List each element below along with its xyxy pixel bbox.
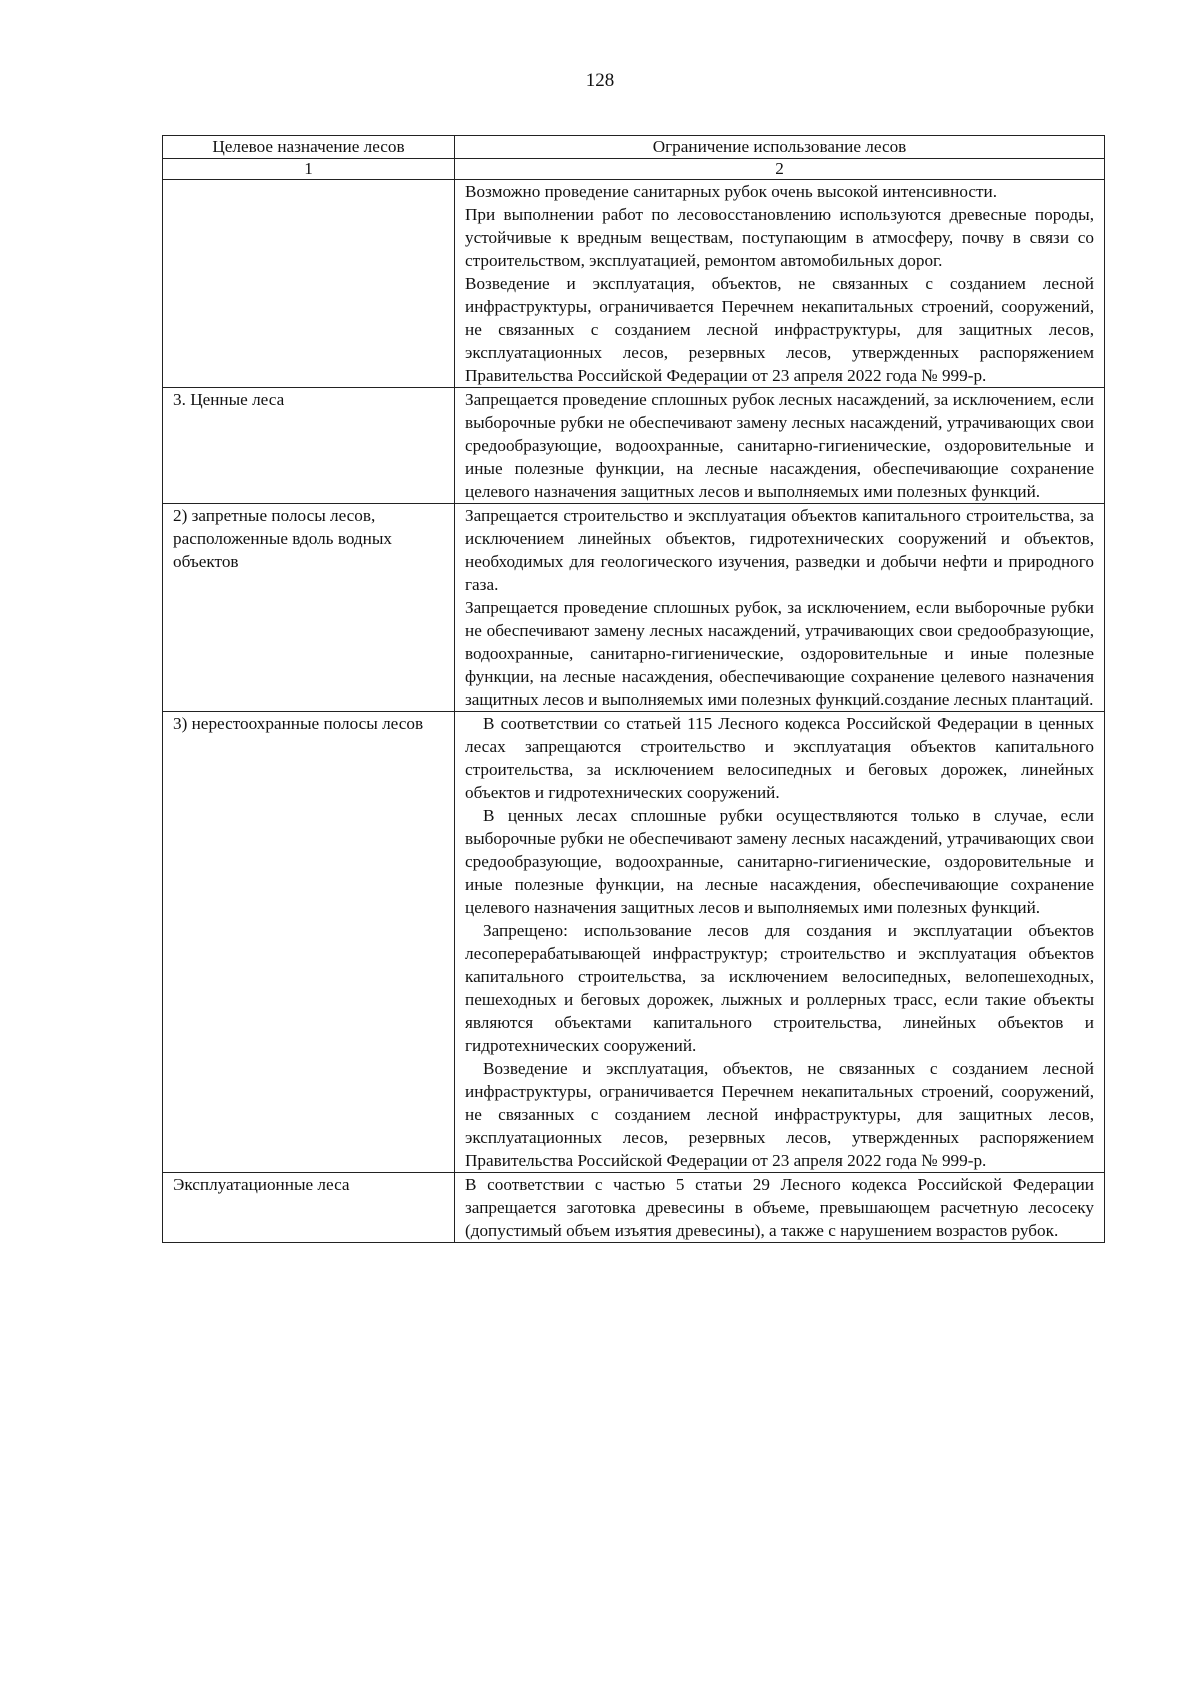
row-restrictions — [455, 180, 1105, 388]
column-number-1: 1 — [163, 159, 455, 180]
table-row — [163, 1173, 1105, 1243]
row-restrictions — [455, 388, 1105, 504]
restriction-paragraph: Возведение и эксплуатация, объектов, не связанных с созданием лесной инфраструктуры, ограничивается Перечнем некапитальных строений, сооружений, не связанных с созданием лесной инфраструктуры, для защитных лесов, эксплуатационных лесов, резервных лесов, утвержденных распоряжением Правительства Российской Федерации от 23 апреля 2022 года № 999-р. — [465, 274, 1094, 385]
row-category: Эксплуатационные леса — [163, 1173, 455, 1243]
row-restrictions — [455, 712, 1105, 1173]
restriction-paragraph: Запрещается проведение сплошных рубок, за исключением, если выборочные рубки не обеспечивают замену лесных насаждений, утрачивающих свои средообразующие, водоохранные, санитарно-гигиенические, оздоровительные и иные полезные функции, на лесные насаждения, обеспечивающие сохранение целевого назначения защитных лесов и выполняемых ими полезных функций.создание лесных плантаций. — [465, 598, 1094, 709]
page-number: 128 — [585, 70, 615, 91]
column-number-2: 2 — [455, 159, 1105, 180]
header-restrictions: Ограничение использование лесов — [455, 136, 1105, 159]
row-restrictions — [455, 504, 1105, 712]
restriction-paragraph: Запрещается строительство и эксплуатация объектов капитального строительства, за исключением линейных объектов, гидротехнических сооружений и объектов, необходимых для геологического изучения, разведки и добычи нефти и природного газа. — [465, 506, 1094, 594]
table-row — [163, 388, 1105, 504]
restriction-paragraph: В соответствии со статьей 115 Лесного кодекса Российской Федерации в ценных лесах запрещаются строительство и эксплуатация объектов капитального строительства, за исключением велосипедных и беговых дорожек, линейных объектов и гидротехнических сооружений. — [465, 714, 1094, 802]
table-row — [163, 504, 1105, 712]
restriction-paragraph: Запрещается проведение сплошных рубок лесных насаждений, за исключением, если выборочные рубки не обеспечивают замену лесных насаждений, утрачивающих свои средообразующие, водоохранные, санитарно-гигиенические, оздоровительные и иные полезные функции, на лесные насаждения, обеспечивающие сохранение целевого назначения защитных лесов и выполняемых ими полезных функций. — [465, 390, 1094, 501]
restriction-paragraph: В ценных лесах сплошные рубки осуществляются только в случае, если выборочные рубки не обеспечивают замену лесных насаждений, утрачивающих свои средообразующие, водоохранные, санитарно-гигиенические, оздоровительные и иные полезные функции, на лесные насаждения, обеспечивающие сохранение целевого назначения защитных лесов и выполняемых ими полезных функций. — [465, 806, 1094, 917]
forest-restrictions-table — [162, 135, 1105, 1243]
table-row — [163, 712, 1105, 1173]
column-number-row — [163, 159, 1105, 180]
row-category: 2) запретные полосы лесов, расположенные вдоль водных объектов — [163, 504, 455, 712]
row-category: 3. Ценные леса — [163, 388, 455, 504]
restriction-paragraph: В соответствии с частью 5 статьи 29 Лесного кодекса Российской Федерации запрещается заготовка древесины в объеме, превышающем расчетную лесосеку (допустимый объем изъятия древесины), а также с нарушением возрастов рубок. — [465, 1175, 1094, 1240]
row-category — [163, 180, 455, 388]
table-header-row — [163, 136, 1105, 159]
header-purpose: Целевое назначение лесов — [163, 136, 455, 159]
restriction-paragraph: Возведение и эксплуатация, объектов, не связанных с созданием лесной инфраструктуры, ограничивается Перечнем некапитальных строений, сооружений, не связанных с созданием лесной инфраструктуры, для защитных лесов, эксплуатационных лесов, резервных лесов, утвержденных распоряжением Правительства Российской Федерации от 23 апреля 2022 года № 999-р. — [465, 1059, 1094, 1170]
restriction-paragraph: Возможно проведение санитарных рубок очень высокой интенсивности. — [465, 182, 998, 201]
table-row — [163, 180, 1105, 388]
row-restrictions — [455, 1173, 1105, 1243]
row-category: 3) нерестоохранные полосы лесов — [163, 712, 455, 1173]
restriction-paragraph: При выполнении работ по лесовосстановлению используются древесные породы, устойчивые к вредным веществам, поступающим в атмосферу, почву в связи со строительством, эксплуатацией, ремонтом автомобильных дорог. — [465, 205, 1094, 270]
restriction-paragraph: Запрещено: использование лесов для создания и эксплуатации объектов лесоперерабатывающей инфраструктур; строительство и эксплуатация объектов капитального строительства, за исключением велосипедных, велопешеходных, пешеходных и беговых дорожек, лыжных и роллерных трасс, если такие объекты являются объектами капитального строительства, линейных объектов и гидротехнических сооружений. — [465, 921, 1094, 1055]
